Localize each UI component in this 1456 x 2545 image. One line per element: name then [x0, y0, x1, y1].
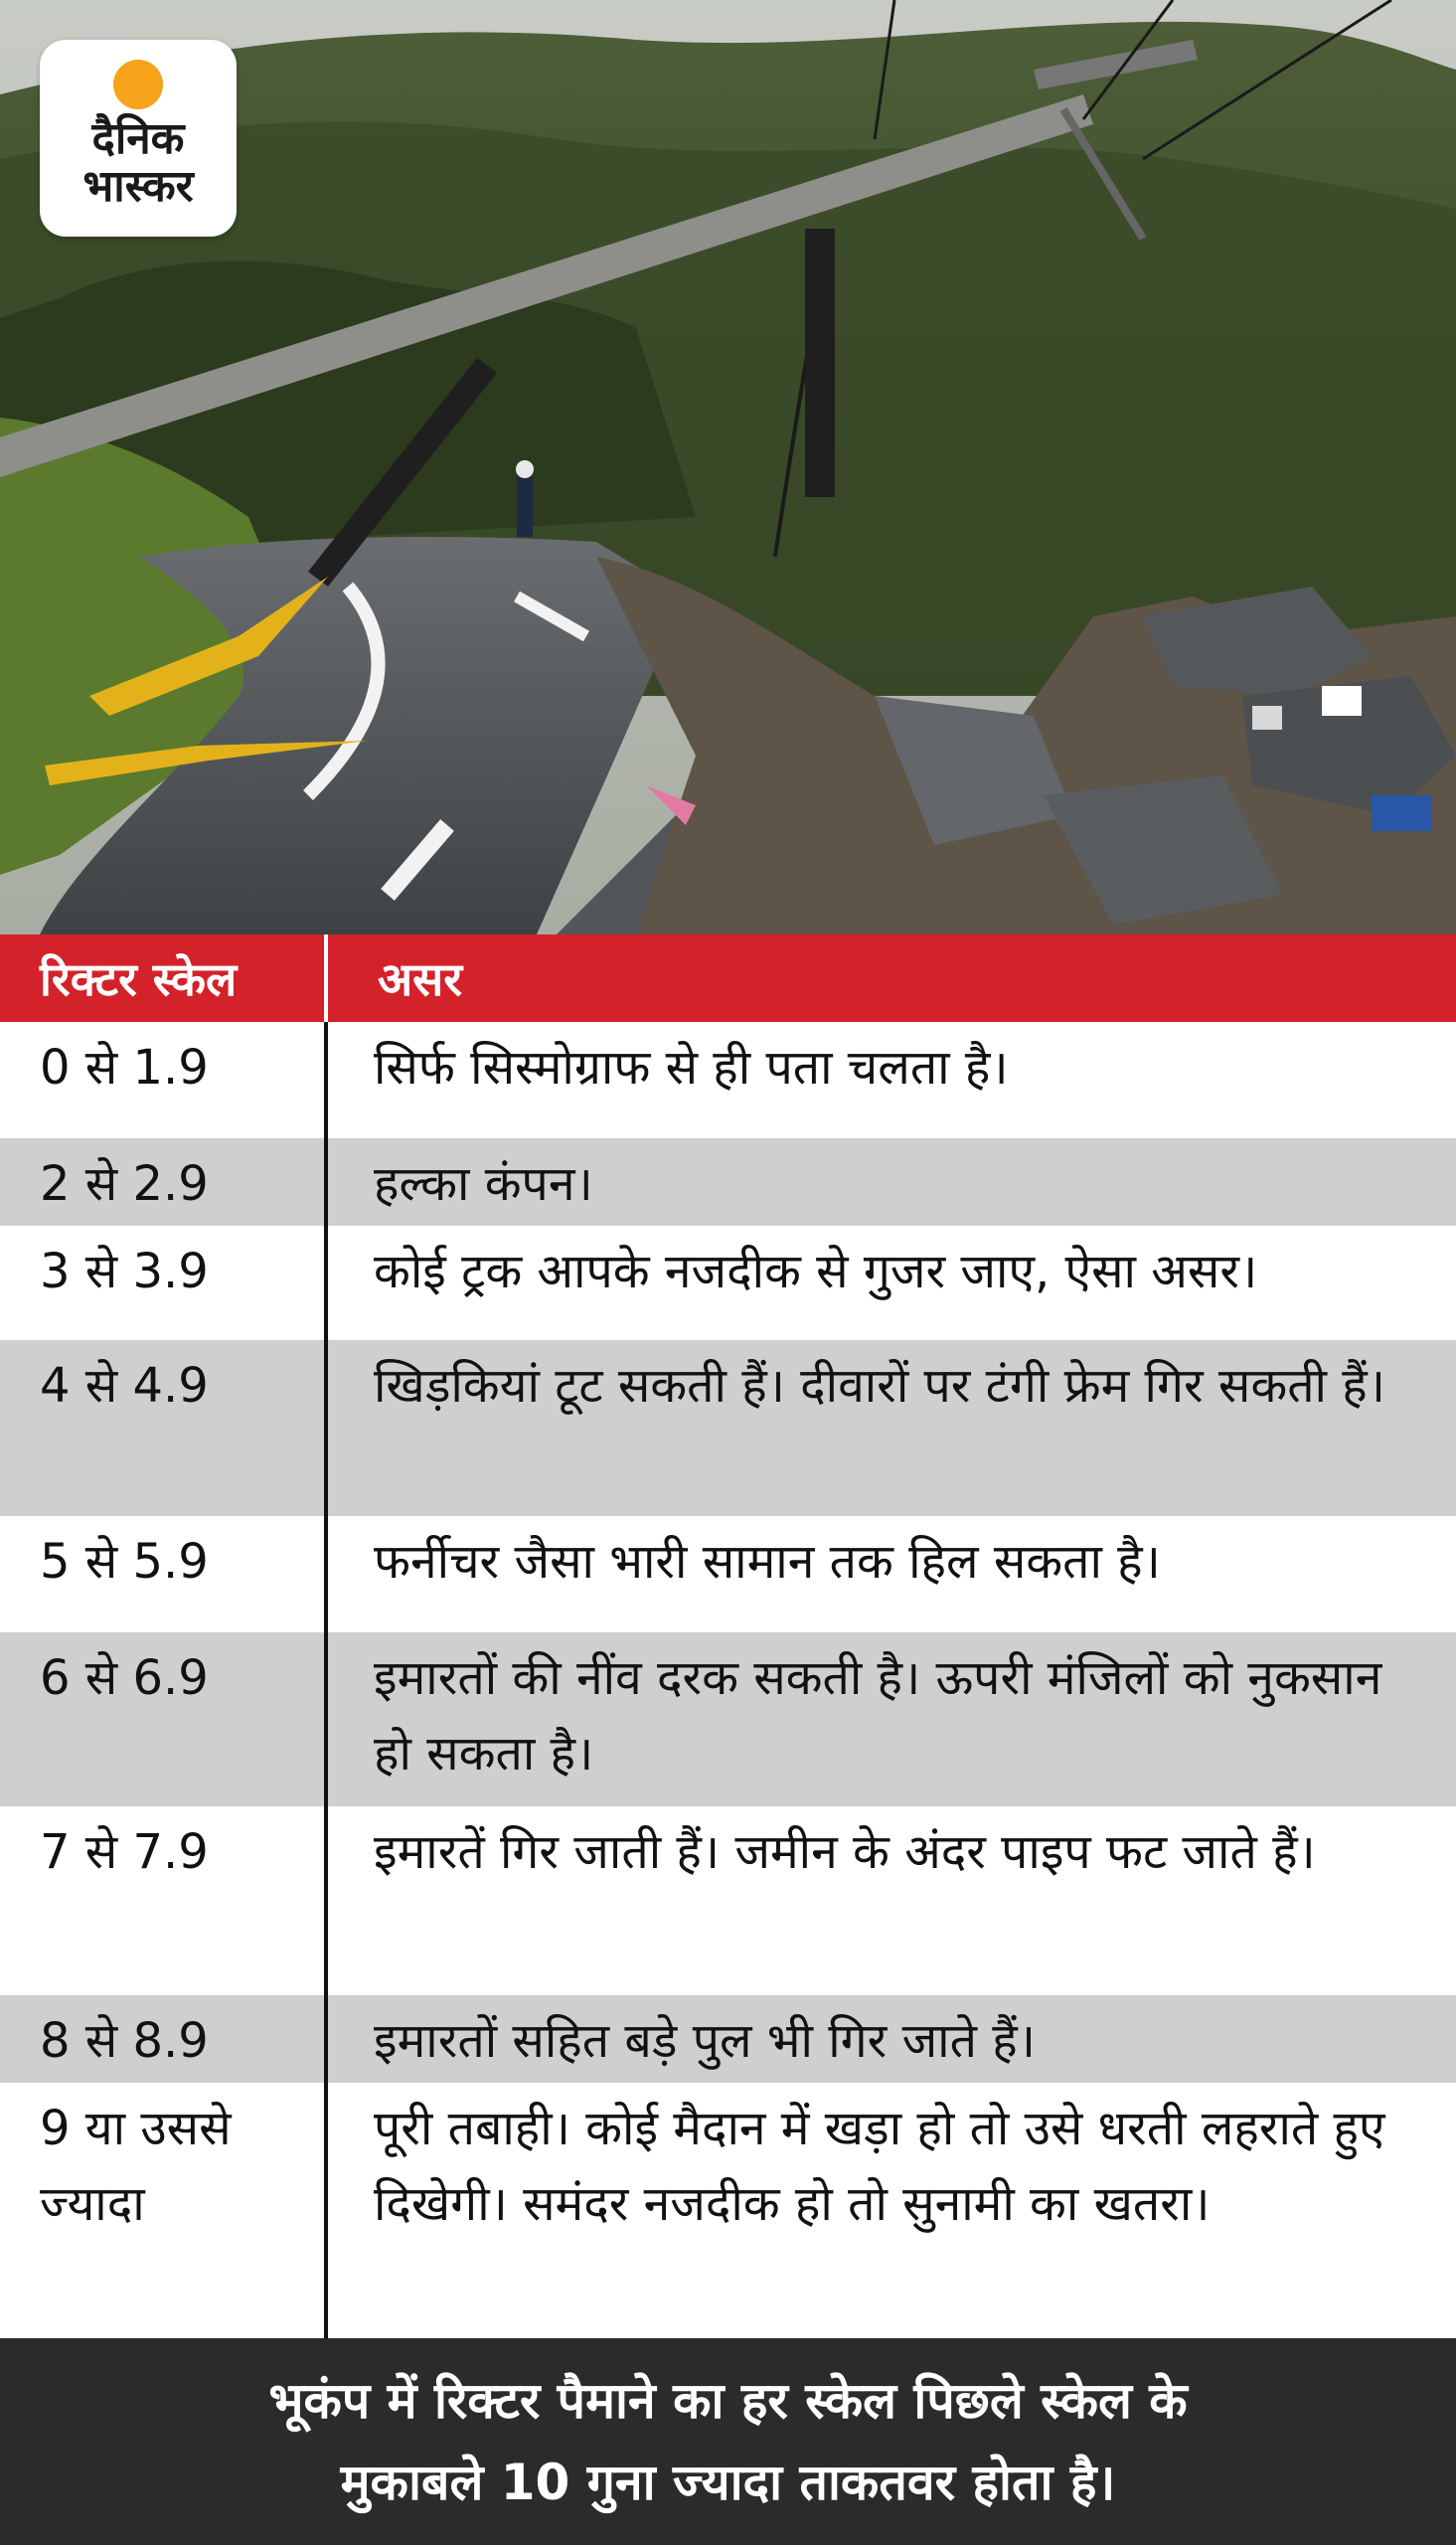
effect-cell: खिड़कियां टूट सकती हैं। दीवारों पर टंगी फ्रेम गिर सकती हैं।: [374, 1358, 1385, 1414]
effect-cell: फर्नीचर जैसा भारी सामान तक हिल सकता है।: [374, 1534, 1161, 1590]
table-row: [0, 1632, 1456, 1806]
scale-cell: 3 से 3.9: [40, 1244, 209, 1299]
footer-line2: मुकाबले 10 गुना ज्यादा ताकतवर होता है।: [340, 2454, 1116, 2511]
header-richter-scale: रिक्टर स्केल: [40, 952, 238, 1006]
effect-cell: इमारतों सहित बड़े पुल भी गिर जाते हैं।: [374, 2013, 1036, 2069]
effect-cell: कोई ट्रक आपके नजदीक से गुजर जाए, ऐसा असर।: [374, 1244, 1258, 1299]
effect-cell: सिर्फ सिस्मोग्राफ से ही पता चलता है।: [374, 1040, 1009, 1096]
footer-note: [0, 2338, 1456, 2545]
scale-cell: 6 से 6.9: [40, 1650, 209, 1706]
effect-cell: इमारतें गिर जाती हैं। जमीन के अंदर पाइप फट जाते हैं।: [374, 1824, 1316, 1880]
table-row: [0, 1226, 1456, 1340]
column-divider: [324, 1022, 328, 2338]
effect-cell: हल्का कंपन।: [374, 1156, 593, 1212]
logo-text-line2: भास्कर: [82, 161, 194, 212]
scale-cell: 0 से 1.9: [40, 1040, 209, 1096]
scale-cell: 8 से 8.9: [40, 2013, 209, 2069]
table-row: [0, 1516, 1456, 1632]
table-row: [0, 1340, 1456, 1516]
scale-cell: 7 से 7.9: [40, 1824, 209, 1880]
table-row: [0, 1806, 1456, 1995]
richter-scale-table: [0, 934, 1456, 2338]
scale-cell: 5 से 5.9: [40, 1534, 209, 1590]
table-row: [0, 1995, 1456, 2083]
logo-text-line1: दैनिक: [91, 113, 185, 164]
header-effect: असर: [378, 952, 463, 1006]
scale-cell: 4 से 4.9: [40, 1358, 209, 1414]
effect-cell: पूरी तबाही। कोई मैदान में खड़ा हो तो उसे धरती लहराते हुए दिखेगी। समंदर नजदीक हो तो सुनामी का खतरा।: [374, 2101, 1385, 2232]
table-row: [0, 2083, 1456, 2338]
scale-cell: 2 से 2.9: [40, 1156, 209, 1212]
table-row: [0, 1138, 1456, 1226]
table-header: [0, 934, 1456, 1022]
table-row: [0, 1022, 1456, 1138]
earthquake-damaged-road-photo: [0, 0, 1456, 934]
scale-cell: 9 या उससे ज्यादा: [40, 2101, 232, 2232]
effect-cell: इमारतों की नींव दरक सकती है। ऊपरी मंजिलों को नुकसान हो सकता है।: [374, 1650, 1382, 1782]
dainik-bhaskar-logo: [40, 40, 237, 237]
sun-icon: [113, 60, 163, 109]
footer-line1: भूकंप में रिक्टर पैमाने का हर स्केल पिछले स्केल के: [268, 2372, 1188, 2430]
